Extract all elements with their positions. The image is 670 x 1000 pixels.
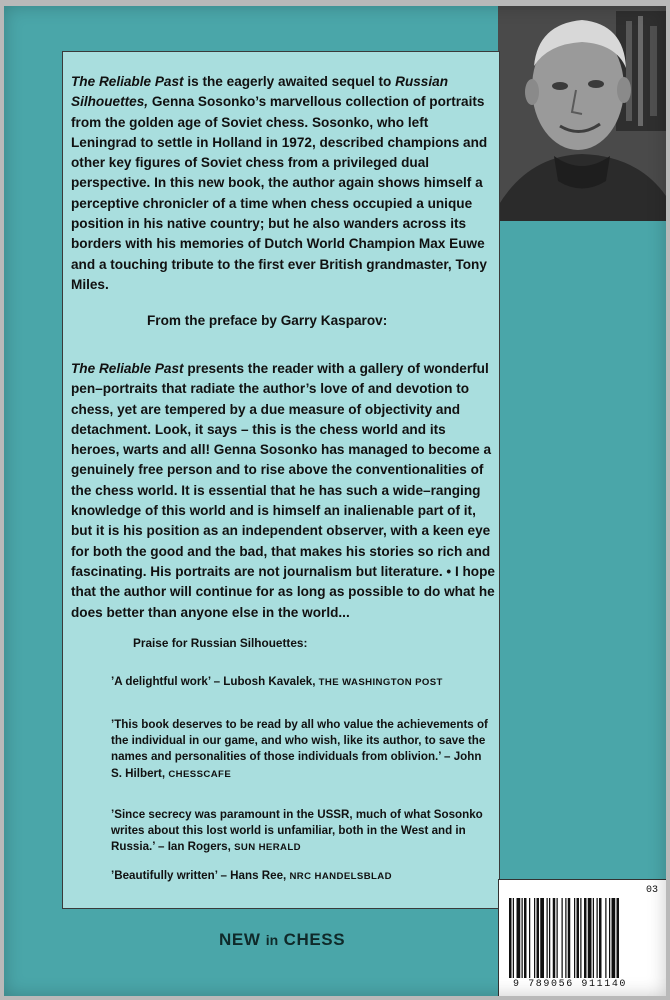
praise-quote <box>111 807 491 857</box>
barcode-bar <box>580 898 581 978</box>
barcode-bar <box>609 898 610 978</box>
barcode-bar <box>517 898 521 978</box>
barcode-bar <box>537 898 540 978</box>
barcode-bar <box>513 898 514 978</box>
barcode-price-code: 03 <box>645 885 658 896</box>
quote-source: CHESSCAFE <box>168 768 232 780</box>
barcode-bar <box>549 898 550 978</box>
author-portrait-image <box>498 6 666 221</box>
text-panel <box>62 51 500 909</box>
barcode-bar <box>557 898 558 978</box>
preface-heading: From the preface by Garry Kasparov: <box>147 313 388 328</box>
barcode-bar <box>565 898 566 978</box>
barcode-bar <box>568 898 571 978</box>
barcode-bar <box>599 898 602 978</box>
publisher-logo <box>219 930 345 950</box>
barcode-bar <box>534 898 535 978</box>
preface-text: presents the reader with a gallery of wonderful pen–portraits that radiate the author’s love of and devotion to chess, yet are tempered by a due measure of objectivity and detachment. Look, it says – this is the chess world and its heroes, warts and all! Genna Sosonko has managed to become a genuinely free person and to rise above the conventionalities of the chess world. It is essential that he has such a wide–ranging knowledge of this world and is himself an inalienable part of it, but it is his position as an independent observer, with a keen eye for both the good and the bad, that makes his stories so rich and fascinating. His portraits are not journalism but literature. • I hope that the author will continue for as long as possible to do what he does better than anyone else in the world... <box>71 361 495 620</box>
quote-text: ’Since secrecy was paramount in the USSR, much of what Sosonko writes about this lost world is unfamiliar, both in the West and in Russia.’ – Ian Rogers, <box>111 808 483 854</box>
barcode-bar <box>593 898 594 978</box>
publisher-logo-part1: NEW <box>219 930 266 949</box>
barcode-bar <box>524 898 527 978</box>
praise-quote <box>111 717 491 783</box>
barcode-bar <box>605 898 606 978</box>
book-back-cover <box>4 6 666 996</box>
publisher-logo-part3: CHESS <box>278 930 346 949</box>
barcode-bar <box>547 898 548 978</box>
blurb-paragraph <box>71 72 495 295</box>
blurb-sequel-title: Russian Silhouettes, <box>71 74 449 110</box>
barcode-bar <box>588 898 592 978</box>
quote-source: SUN HERALD <box>234 842 301 854</box>
barcode-bar <box>597 898 598 978</box>
barcode-bar <box>612 898 616 978</box>
barcode-bar <box>540 898 544 978</box>
barcode-bar <box>509 898 512 978</box>
quote-text: ’A delightful work’ – Lubosh Kavalek, <box>111 675 319 688</box>
barcode-bars <box>507 898 657 978</box>
barcode-bar <box>562 898 563 978</box>
blurb-text-part1: is the eagerly awaited sequel to <box>183 74 396 89</box>
blurb-text-part2: Genna Sosonko’s marvellous collection of portraits from the golden age of Soviet chess. Sosonko, who left Leningrad to settle in Holland in 1972, described champions and other key figures of Soviet chess from a privileged dual perspective. In this new book, the author again shows himself a perceptive chronicler of a time when chess occupied a unique position in his native country; but he also wanders across its borders with his memories of Dutch World Champion Max Euwe and a touching tribute to the first ever British grandmaster, Tony Miles. <box>71 94 488 292</box>
barcode-bar <box>617 898 620 978</box>
quote-text: ’This book deserves to be read by all who value the achievements of the individual in our game, and who wish, like its author, to save the names and personalities of those individuals from oblivion.’ – John S. Hilbert, <box>111 718 488 780</box>
preface-paragraph <box>71 359 495 623</box>
preface-book-title: The Reliable Past <box>71 361 184 376</box>
praise-quote <box>111 674 491 691</box>
isbn-barcode <box>498 879 666 996</box>
praise-quote <box>111 868 491 885</box>
publisher-logo-part2: in <box>265 932 279 948</box>
barcode-bar <box>529 898 530 978</box>
barcode-bar <box>584 898 587 978</box>
barcode-bar <box>577 898 580 978</box>
praise-heading: Praise for Russian Silhouettes: <box>133 636 308 650</box>
barcode-bar <box>574 898 575 978</box>
barcode-bar <box>522 898 523 978</box>
author-photo <box>498 6 666 221</box>
blurb-book-title: The Reliable Past <box>71 74 184 89</box>
quote-source: THE WASHINGTON POST <box>318 677 443 688</box>
barcode-isbn-digits: 9 789056 911140 <box>513 979 628 990</box>
barcode-bar <box>553 898 556 978</box>
quote-source: NRC HANDELSBLAD <box>289 871 392 882</box>
quote-text: ’Beautifully written’ – Hans Ree, <box>111 869 290 882</box>
